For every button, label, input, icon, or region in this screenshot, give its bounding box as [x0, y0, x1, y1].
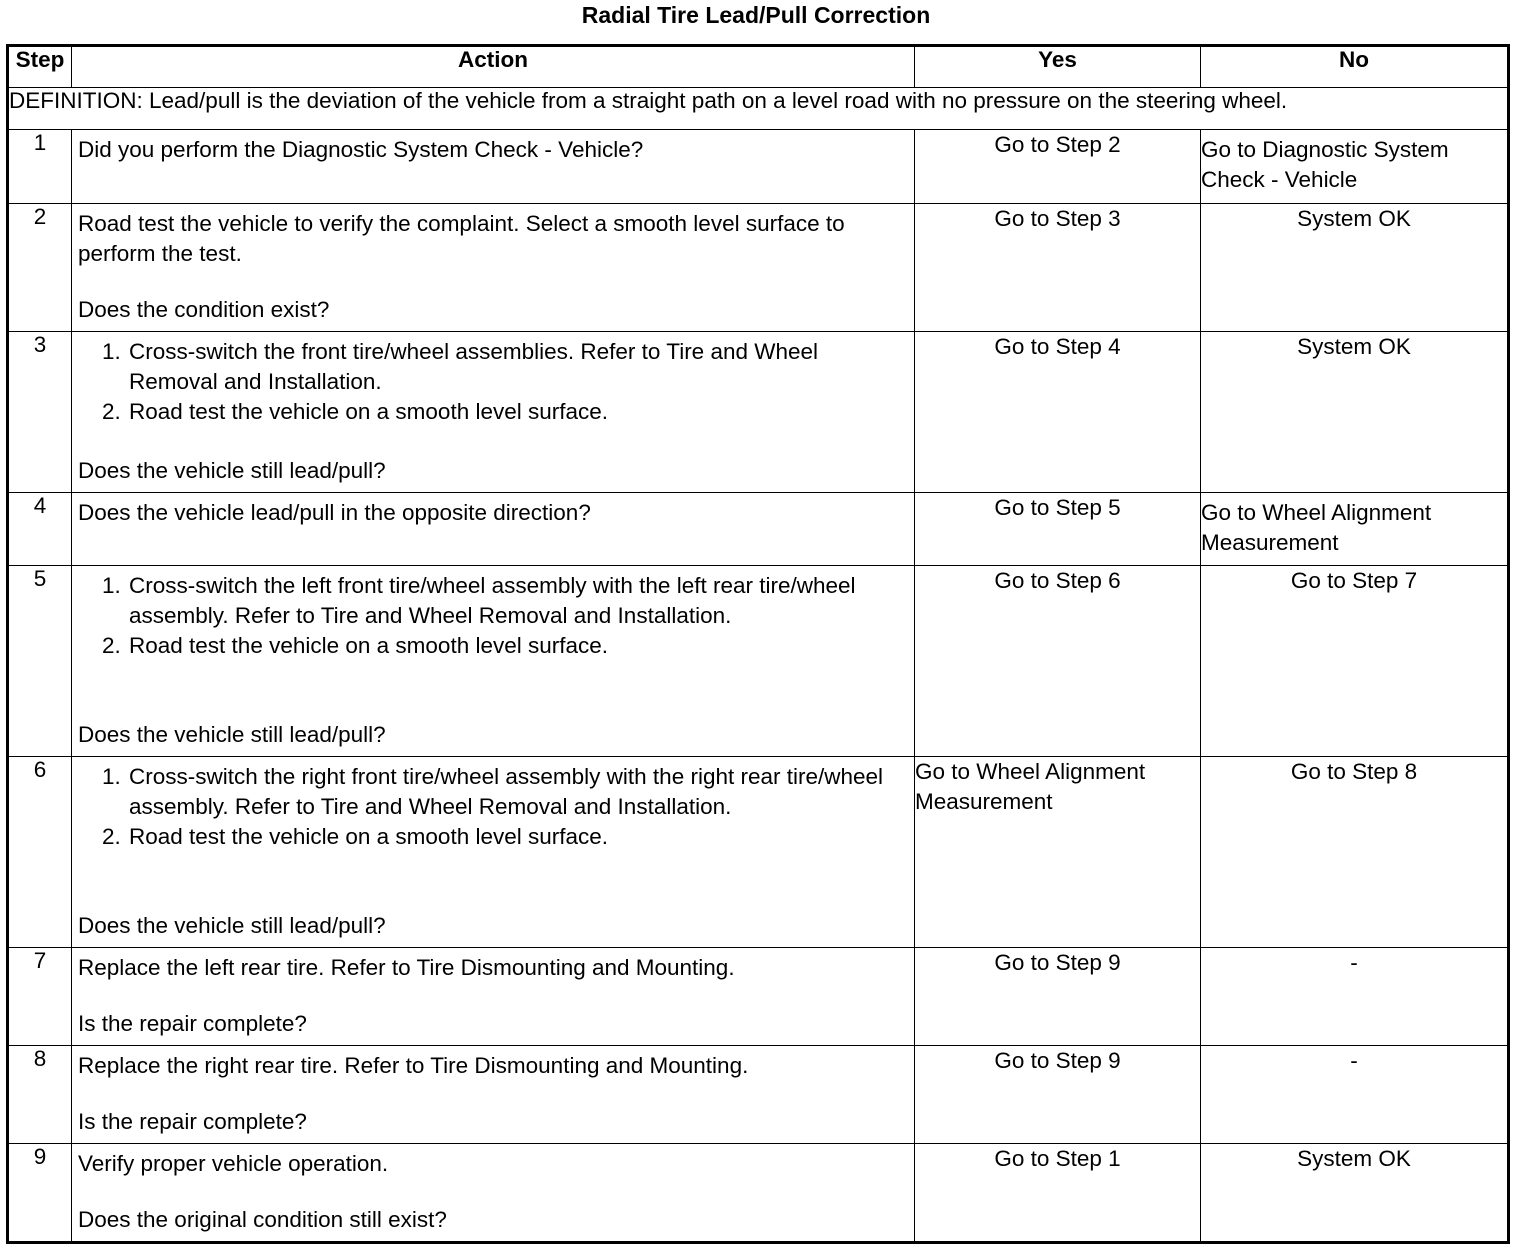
yes-result: Go to Wheel Alignment Measurement	[915, 757, 1201, 948]
substep-list	[78, 762, 908, 852]
yes-result: Go to Step 6	[915, 566, 1201, 757]
step-number: 7	[8, 948, 72, 1046]
table-row	[8, 332, 1509, 493]
action-text: Replace the right rear tire. Refer to Tire Dismounting and Mounting.	[78, 1053, 749, 1078]
no-result: -	[1201, 948, 1509, 1046]
table-row	[8, 757, 1509, 948]
action-cell	[72, 493, 915, 566]
action-question: Does the condition exist?	[78, 297, 330, 322]
diagnostic-table	[6, 44, 1510, 1244]
substep-item: 1. Cross-switch the right front tire/wheel assembly with the right rear tire/wheel assembly. Refer to Tire and Wheel Removal and Installation.	[127, 762, 908, 822]
action-question: Does the vehicle still lead/pull?	[78, 458, 386, 483]
substep-item: 2. Road test the vehicle on a smooth level surface.	[127, 397, 908, 427]
yes-result: Go to Step 4	[915, 332, 1201, 493]
header-step: Step	[8, 46, 72, 88]
yes-result: Go to Step 3	[915, 204, 1201, 332]
action-text: Does the vehicle lead/pull in the opposite direction?	[78, 500, 591, 525]
no-result: Go to Diagnostic System Check - Vehicle	[1201, 130, 1509, 204]
no-result: -	[1201, 1046, 1509, 1144]
definition-row	[8, 88, 1509, 130]
action-cell	[72, 130, 915, 204]
step-number: 8	[8, 1046, 72, 1144]
no-result: System OK	[1201, 1144, 1509, 1243]
table-row	[8, 1144, 1509, 1243]
header-yes: Yes	[915, 46, 1201, 88]
substep-item: 1. Cross-switch the left front tire/wheel assembly with the left rear tire/wheel assembly. Refer to Tire and Wheel Removal and Installation.	[127, 571, 908, 631]
table-row	[8, 493, 1509, 566]
action-cell	[72, 566, 915, 757]
no-result: System OK	[1201, 332, 1509, 493]
header-no: No	[1201, 46, 1509, 88]
action-text: Replace the left rear tire. Refer to Tire Dismounting and Mounting.	[78, 955, 735, 980]
step-number: 9	[8, 1144, 72, 1243]
yes-result: Go to Step 2	[915, 130, 1201, 204]
table-row	[8, 130, 1509, 204]
yes-result: Go to Step 9	[915, 948, 1201, 1046]
no-result: Go to Step 8	[1201, 757, 1509, 948]
action-question: Is the repair complete?	[78, 1109, 307, 1134]
substep-list	[78, 571, 908, 661]
step-number: 4	[8, 493, 72, 566]
table-row	[8, 948, 1509, 1046]
step-number: 5	[8, 566, 72, 757]
substep-item: 2. Road test the vehicle on a smooth level surface.	[127, 822, 908, 852]
table-row	[8, 566, 1509, 757]
action-text: Did you perform the Diagnostic System Check - Vehicle?	[78, 137, 644, 162]
step-number: 3	[8, 332, 72, 493]
no-result: System OK	[1201, 204, 1509, 332]
table-row	[8, 204, 1509, 332]
header-row	[8, 46, 1509, 88]
yes-result: Go to Step 1	[915, 1144, 1201, 1243]
no-result: Go to Step 7	[1201, 566, 1509, 757]
yes-result: Go to Step 5	[915, 493, 1201, 566]
action-text: Verify proper vehicle operation.	[78, 1151, 389, 1176]
no-result: Go to Wheel Alignment Measurement	[1201, 493, 1509, 566]
action-cell	[72, 204, 915, 332]
step-number: 2	[8, 204, 72, 332]
step-number: 6	[8, 757, 72, 948]
action-question: Does the vehicle still lead/pull?	[78, 913, 386, 938]
table-row	[8, 1046, 1509, 1144]
action-question: Does the original condition still exist?	[78, 1207, 447, 1232]
action-cell	[72, 948, 915, 1046]
action-cell	[72, 332, 915, 493]
substep-item: 1. Cross-switch the front tire/wheel assemblies. Refer to Tire and Wheel Removal and Installation.	[127, 337, 908, 397]
action-question: Does the vehicle still lead/pull?	[78, 722, 386, 747]
definition-text: DEFINITION: Lead/pull is the deviation of the vehicle from a straight path on a level road with no pressure on the steering wheel.	[8, 88, 1509, 130]
action-question: Is the repair complete?	[78, 1011, 307, 1036]
yes-result: Go to Step 9	[915, 1046, 1201, 1144]
action-cell	[72, 1144, 915, 1243]
action-text: Road test the vehicle to verify the complaint. Select a smooth level surface to perform the test.	[78, 211, 845, 266]
step-number: 1	[8, 130, 72, 204]
action-cell	[72, 757, 915, 948]
action-cell	[72, 1046, 915, 1144]
substep-item: 2. Road test the vehicle on a smooth level surface.	[127, 631, 908, 661]
substep-list	[78, 337, 908, 427]
document-title: Radial Tire Lead/Pull Correction	[581, 2, 931, 28]
header-action: Action	[72, 46, 915, 88]
